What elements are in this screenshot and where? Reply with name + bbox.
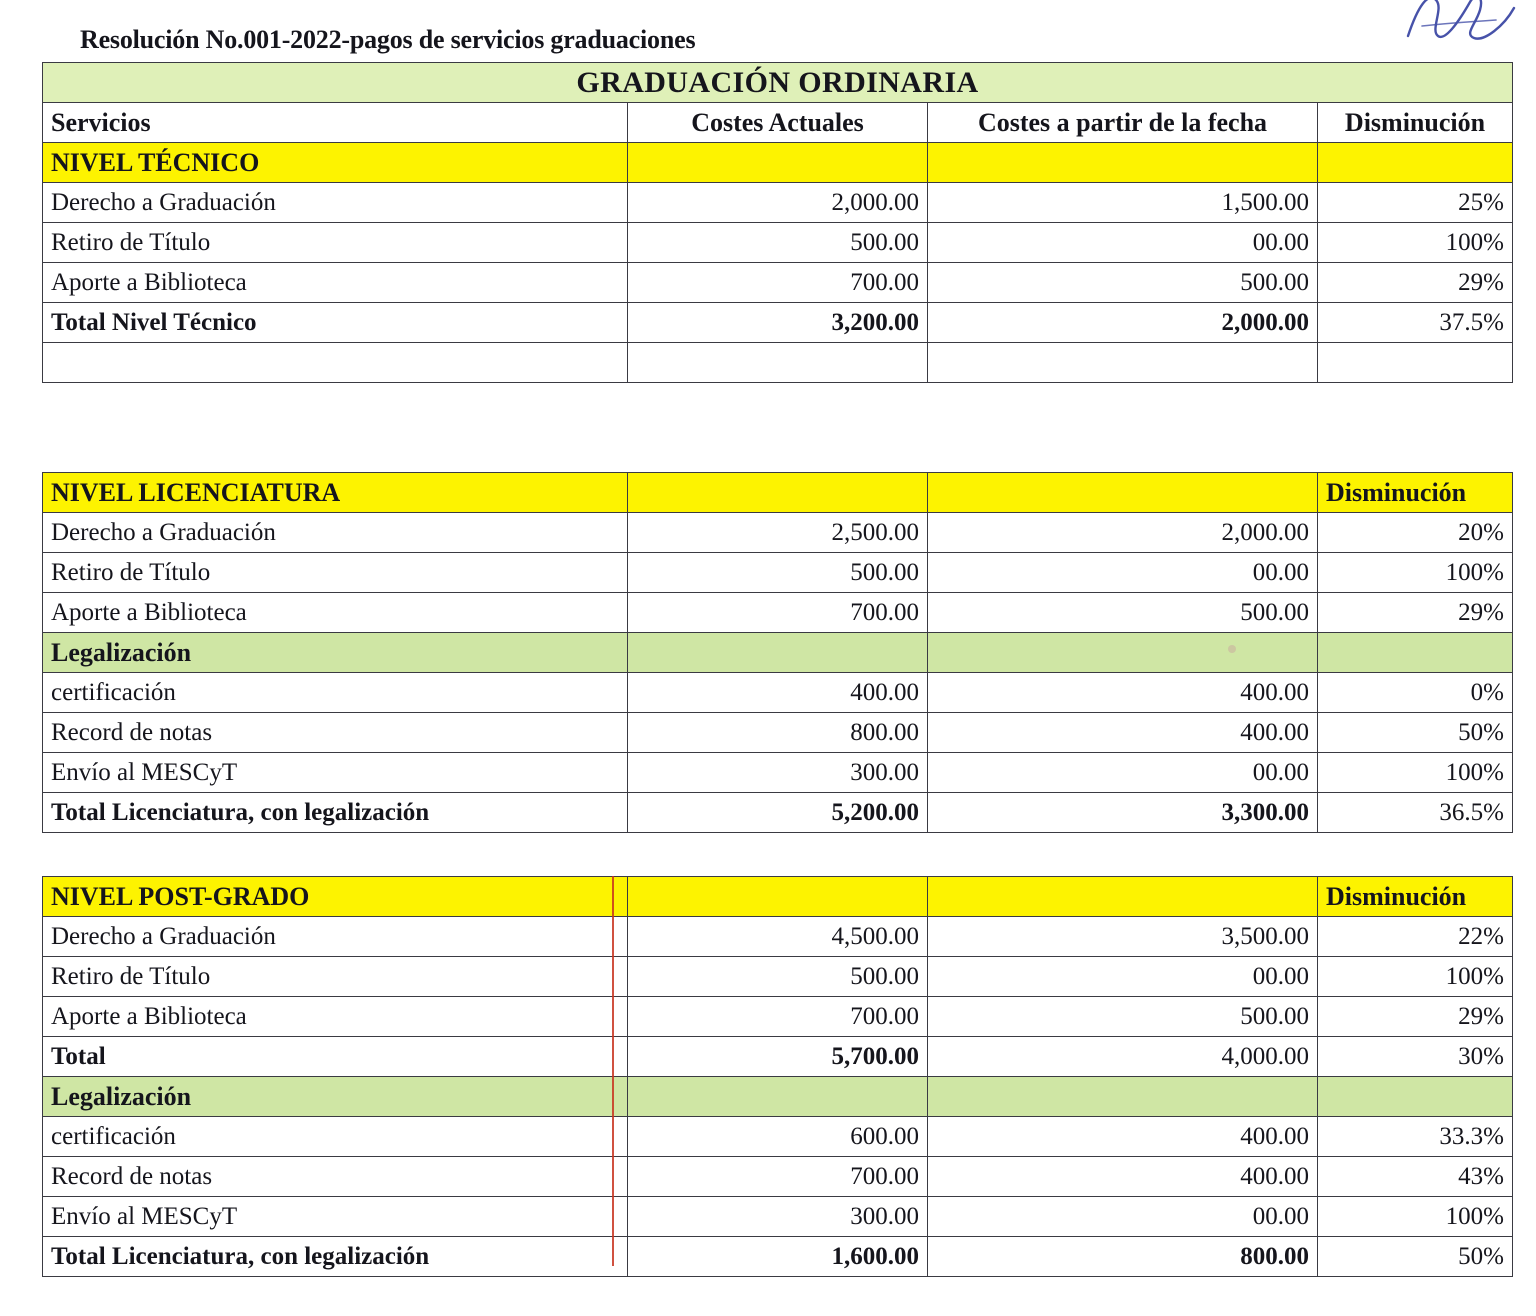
banner-title: GRADUACIÓN ORDINARIA bbox=[43, 63, 1513, 103]
table-row bbox=[43, 1157, 1513, 1197]
section-header-disminucion: Disminución bbox=[1318, 473, 1513, 513]
cell-service: Retiro de Título bbox=[43, 553, 628, 593]
cell-service: Derecho a Graduación bbox=[43, 183, 628, 223]
table-row bbox=[43, 513, 1513, 553]
cell-total-label: Total Licenciatura, con legalización bbox=[43, 793, 628, 833]
cell-total-new: 2,000.00 bbox=[928, 303, 1318, 343]
cell-total-decrease: 37.5% bbox=[1318, 303, 1513, 343]
cell-decrease: 100% bbox=[1318, 753, 1513, 793]
table-row bbox=[43, 223, 1513, 263]
section-header-disminucion: Disminución bbox=[1318, 877, 1513, 917]
header-servicios: Servicios bbox=[43, 103, 628, 143]
cell-decrease: 29% bbox=[1318, 263, 1513, 303]
cell-new: 00.00 bbox=[928, 223, 1318, 263]
table-row-total bbox=[43, 1237, 1513, 1277]
table-row-banner bbox=[43, 63, 1513, 103]
table-row-subsection bbox=[43, 633, 1513, 673]
cell-midtotal-label: Total bbox=[43, 1037, 628, 1077]
section-band-cell bbox=[1318, 143, 1513, 183]
subsection-band-cell bbox=[1318, 1077, 1513, 1117]
table-row bbox=[43, 713, 1513, 753]
cell-new: 2,000.00 bbox=[928, 513, 1318, 553]
table-row bbox=[43, 997, 1513, 1037]
cell-service: certificación bbox=[43, 673, 628, 713]
cell-total-decrease: 36.5% bbox=[1318, 793, 1513, 833]
table-nivel-licenciatura bbox=[42, 472, 1513, 833]
table-row-total bbox=[43, 1037, 1513, 1077]
table-row bbox=[43, 1117, 1513, 1157]
spacer-cell bbox=[1318, 343, 1513, 383]
table-nivel-tecnico bbox=[42, 62, 1513, 383]
table-row bbox=[43, 753, 1513, 793]
cell-new: 3,500.00 bbox=[928, 917, 1318, 957]
section-band-cell bbox=[628, 877, 928, 917]
subsection-band-cell bbox=[1318, 633, 1513, 673]
cell-decrease: 50% bbox=[1318, 713, 1513, 753]
header-costes-actuales: Costes Actuales bbox=[628, 103, 928, 143]
cell-decrease: 100% bbox=[1318, 1197, 1513, 1237]
cell-new: 400.00 bbox=[928, 713, 1318, 753]
cell-current: 600.00 bbox=[628, 1117, 928, 1157]
section-label-nivel-tecnico: NIVEL TÉCNICO bbox=[43, 143, 628, 183]
table-row bbox=[43, 183, 1513, 223]
table-row bbox=[43, 957, 1513, 997]
cell-current: 700.00 bbox=[628, 1157, 928, 1197]
cell-decrease: 0% bbox=[1318, 673, 1513, 713]
cell-current: 500.00 bbox=[628, 223, 928, 263]
spacer-cell bbox=[628, 343, 928, 383]
cell-decrease: 43% bbox=[1318, 1157, 1513, 1197]
cell-current: 700.00 bbox=[628, 997, 928, 1037]
cell-service: Aporte a Biblioteca bbox=[43, 593, 628, 633]
cell-decrease: 29% bbox=[1318, 593, 1513, 633]
header-costes-nuevos: Costes a partir de la fecha bbox=[928, 103, 1318, 143]
cell-current: 800.00 bbox=[628, 713, 928, 753]
subsection-label-legalizacion: Legalización bbox=[43, 633, 628, 673]
cell-total-new: 3,300.00 bbox=[928, 793, 1318, 833]
table-row bbox=[43, 1197, 1513, 1237]
cell-decrease: 100% bbox=[1318, 223, 1513, 263]
table-row-header bbox=[43, 103, 1513, 143]
section-band-cell bbox=[928, 473, 1318, 513]
cell-service: Aporte a Biblioteca bbox=[43, 263, 628, 303]
cell-service: certificación bbox=[43, 1117, 628, 1157]
cell-decrease: 100% bbox=[1318, 957, 1513, 997]
cell-service: Envío al MESCyT bbox=[43, 753, 628, 793]
subsection-band-cell bbox=[628, 633, 928, 673]
spacer-cell bbox=[43, 343, 628, 383]
cell-current: 700.00 bbox=[628, 593, 928, 633]
subsection-band-cell bbox=[628, 1077, 928, 1117]
cell-new: 400.00 bbox=[928, 1117, 1318, 1157]
page-title: Resolución No.001-2022-pagos de servicios graduaciones bbox=[80, 25, 696, 54]
section-band-cell bbox=[628, 143, 928, 183]
cell-service: Aporte a Biblioteca bbox=[43, 997, 628, 1037]
cell-service: Derecho a Graduación bbox=[43, 513, 628, 553]
cell-new: 500.00 bbox=[928, 593, 1318, 633]
cell-new: 500.00 bbox=[928, 997, 1318, 1037]
table-row-total bbox=[43, 793, 1513, 833]
table-row bbox=[43, 553, 1513, 593]
cell-service: Record de notas bbox=[43, 713, 628, 753]
cell-decrease: 33.3% bbox=[1318, 1117, 1513, 1157]
cell-decrease: 22% bbox=[1318, 917, 1513, 957]
table-row-total bbox=[43, 303, 1513, 343]
table-row-section bbox=[43, 473, 1513, 513]
cell-midtotal-new: 4,000.00 bbox=[928, 1037, 1318, 1077]
cell-new: 1,500.00 bbox=[928, 183, 1318, 223]
cell-current: 500.00 bbox=[628, 553, 928, 593]
red-margin-line bbox=[612, 876, 614, 1266]
section-label-nivel-licenciatura: NIVEL LICENCIATURA bbox=[43, 473, 628, 513]
cell-current: 2,500.00 bbox=[628, 513, 928, 553]
cell-decrease: 25% bbox=[1318, 183, 1513, 223]
cell-current: 400.00 bbox=[628, 673, 928, 713]
signature-icon bbox=[1400, 0, 1520, 44]
subsection-band-cell bbox=[928, 633, 1318, 673]
cell-total-current: 3,200.00 bbox=[628, 303, 928, 343]
table-row-subsection bbox=[43, 1077, 1513, 1117]
cell-current: 300.00 bbox=[628, 753, 928, 793]
cell-service: Retiro de Título bbox=[43, 223, 628, 263]
cell-service: Record de notas bbox=[43, 1157, 628, 1197]
cell-total-current: 1,600.00 bbox=[628, 1237, 928, 1277]
spacer-cell bbox=[928, 343, 1318, 383]
cell-current: 500.00 bbox=[628, 957, 928, 997]
cell-service: Retiro de Título bbox=[43, 957, 628, 997]
cell-midtotal-current: 5,700.00 bbox=[628, 1037, 928, 1077]
cell-current: 4,500.00 bbox=[628, 917, 928, 957]
cell-service: Envío al MESCyT bbox=[43, 1197, 628, 1237]
table-row bbox=[43, 263, 1513, 303]
cell-midtotal-decrease: 30% bbox=[1318, 1037, 1513, 1077]
cell-new: 00.00 bbox=[928, 553, 1318, 593]
cell-total-new: 800.00 bbox=[928, 1237, 1318, 1277]
section-band-cell bbox=[928, 143, 1318, 183]
table-row-section bbox=[43, 877, 1513, 917]
cell-current: 300.00 bbox=[628, 1197, 928, 1237]
subsection-label-legalizacion: Legalización bbox=[43, 1077, 628, 1117]
cell-total-label: Total Nivel Técnico bbox=[43, 303, 628, 343]
cell-current: 2,000.00 bbox=[628, 183, 928, 223]
cell-new: 400.00 bbox=[928, 673, 1318, 713]
cell-new: 00.00 bbox=[928, 957, 1318, 997]
section-label-nivel-postgrado: NIVEL POST-GRADO bbox=[43, 877, 628, 917]
table-row bbox=[43, 673, 1513, 713]
cell-new: 00.00 bbox=[928, 753, 1318, 793]
cell-total-label: Total Licenciatura, con legalización bbox=[43, 1237, 628, 1277]
cell-total-current: 5,200.00 bbox=[628, 793, 928, 833]
table-row-spacer bbox=[43, 343, 1513, 383]
paper-speck bbox=[1228, 645, 1236, 653]
table-row bbox=[43, 593, 1513, 633]
header-disminucion: Disminución bbox=[1318, 103, 1513, 143]
cell-new: 500.00 bbox=[928, 263, 1318, 303]
cell-decrease: 20% bbox=[1318, 513, 1513, 553]
cell-current: 700.00 bbox=[628, 263, 928, 303]
table-row-section bbox=[43, 143, 1513, 183]
table-nivel-postgrado bbox=[42, 876, 1513, 1277]
cell-decrease: 100% bbox=[1318, 553, 1513, 593]
cell-total-decrease: 50% bbox=[1318, 1237, 1513, 1277]
cell-service: Derecho a Graduación bbox=[43, 917, 628, 957]
cell-new: 400.00 bbox=[928, 1157, 1318, 1197]
cell-new: 00.00 bbox=[928, 1197, 1318, 1237]
subsection-band-cell bbox=[928, 1077, 1318, 1117]
cell-decrease: 29% bbox=[1318, 997, 1513, 1037]
section-band-cell bbox=[628, 473, 928, 513]
section-band-cell bbox=[928, 877, 1318, 917]
table-row bbox=[43, 917, 1513, 957]
